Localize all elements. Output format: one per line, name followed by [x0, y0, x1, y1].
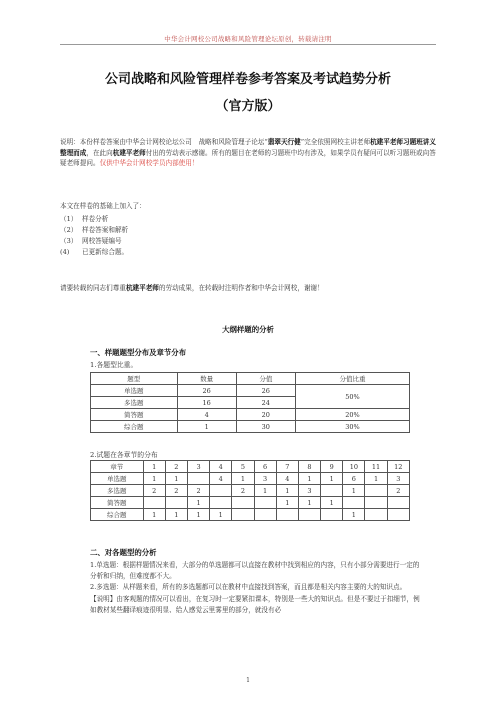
table-header-cell: 10	[343, 461, 365, 473]
reprint-teacher: 杭建平老师	[125, 284, 159, 292]
table-header-cell: 3	[187, 461, 209, 473]
table-cell: 26	[236, 385, 295, 397]
table-cell	[165, 497, 187, 509]
table-cell	[343, 497, 365, 509]
chapter-distribution-table	[90, 460, 410, 521]
table-cell: 2	[387, 485, 409, 497]
table-header-cell: 11	[365, 461, 387, 473]
teacher-credit: 杭建平老师习题班讲义整理而成	[60, 138, 436, 157]
added-list	[60, 214, 436, 258]
table-cell	[210, 497, 232, 509]
table-cell: 3	[387, 473, 409, 485]
table-cell: 简答题	[91, 409, 178, 421]
table-cell: 16	[177, 397, 236, 409]
table-header-cell: 分值	[236, 373, 295, 385]
internal-use-note: 仅供中华会计网校学员内部使用！	[99, 159, 199, 168]
table-cell: 6	[343, 473, 365, 485]
table-cell: 综合题	[91, 509, 144, 521]
list-item-number: (4)	[60, 248, 70, 256]
table-header-cell: 2	[165, 461, 187, 473]
table-cell: 1	[210, 509, 232, 521]
table-cell: 单选题	[91, 385, 178, 397]
added-title: 本文在样卷的基础上加入了：	[60, 202, 146, 210]
table-cell	[365, 485, 387, 497]
table-cell: 1	[321, 473, 343, 485]
list-item-text: 网校答疑编号	[82, 237, 122, 245]
list-item-number: （1）	[60, 215, 78, 223]
table-cell: 综合题	[91, 421, 178, 433]
intro-text-4: 付出的劳动表示感谢。所有的题目在老师的习题班中均有涉及，如果学员有疑问可以听习题班或向答疑老师提问。	[60, 148, 436, 168]
table-cell	[387, 497, 409, 509]
table-cell: 1	[187, 497, 209, 509]
table-cell	[387, 509, 409, 521]
table-header-row	[91, 461, 410, 473]
table-cell: 简答题	[91, 497, 144, 509]
table-cell	[210, 485, 232, 497]
table-cell: 1	[365, 473, 387, 485]
table-row	[91, 485, 410, 497]
table-cell: 1	[165, 473, 187, 485]
table-row	[91, 509, 410, 521]
table-cell	[254, 497, 276, 509]
list-item-number: （3）	[60, 237, 78, 245]
reprint-text-1: 请要转载的同志们尊重	[60, 284, 126, 292]
analysis-paragraph: 1.单选题：根据样题情况来看，大部分的单选题都可以直接在教材中找到相应的内容，只有小部分需要进行一定的分析和归纳，但难度都不大。	[90, 561, 420, 581]
table-cell: 1	[298, 497, 320, 509]
table-cell	[321, 485, 343, 497]
table-header-cell: 6	[254, 461, 276, 473]
table-cell: 单选题	[91, 473, 144, 485]
analysis-paragraph: 【说明】由客观题的情况可以看出，在复习时一定要紧扣课本，特别是一些大的知识点。但是不要过于扣细节，例如教材某些翻译痕迹很明显、给人感觉云里雾里的部分，就没有必	[90, 594, 420, 614]
heading-distribution: 一、样题题型分布及章节分布	[90, 348, 187, 357]
table-cell: 2	[165, 485, 187, 497]
table-header-cell: 分值比重	[295, 373, 409, 385]
table-cell: 50%	[295, 385, 409, 409]
table-cell: 20	[236, 409, 295, 421]
table-cell	[254, 509, 276, 521]
table-cell: 1	[343, 509, 365, 521]
table-cell: 1	[165, 509, 187, 521]
table-cell: 2	[187, 485, 209, 497]
table-row	[91, 409, 410, 421]
table-header-row	[91, 373, 410, 385]
table-header-cell: 5	[232, 461, 254, 473]
table-cell: 1	[143, 473, 165, 485]
page-subtitle: （官方版）	[215, 99, 281, 114]
table-cell	[365, 497, 387, 509]
table-cell: 24	[236, 397, 295, 409]
table-row	[91, 385, 410, 397]
table-header-cell: 4	[210, 461, 232, 473]
reprint-notice	[60, 283, 436, 294]
reprint-text-2: 的劳动成果，在转载时注明作者和中华会计网校，谢谢！	[158, 284, 324, 292]
table-cell	[232, 497, 254, 509]
table-cell: 1	[321, 497, 343, 509]
table-cell: 1	[177, 421, 236, 433]
table-cell: 4	[210, 473, 232, 485]
table-cell: 1	[143, 509, 165, 521]
table-cell: 30	[236, 421, 295, 433]
list-item	[60, 236, 436, 247]
table-cell: 1	[232, 473, 254, 485]
table-row	[91, 497, 410, 509]
page-number: 1	[246, 677, 250, 684]
table-cell: 1	[276, 485, 298, 497]
table-header-cell: 12	[387, 461, 409, 473]
table-row	[91, 421, 410, 433]
table-cell: 2	[143, 485, 165, 497]
list-item-number: （2）	[60, 226, 78, 234]
table-cell	[365, 509, 387, 521]
question-type-table	[90, 372, 410, 433]
page-title: 公司战略和风险管理样卷参考答案及考试趋势分析	[104, 72, 391, 87]
table-cell: 1	[276, 497, 298, 509]
table-header-cell: 7	[276, 461, 298, 473]
table-cell: 30%	[295, 421, 409, 433]
table-cell: 多选题	[91, 397, 178, 409]
intro-text-3: ，在此向	[86, 148, 113, 157]
teacher-name: 杭建平老师	[112, 148, 146, 157]
caption-chapter-distribution: 2.试题在各章节的分布	[90, 451, 158, 459]
table-cell	[321, 509, 343, 521]
list-item	[60, 247, 436, 258]
list-item-text: 已更新综合题。	[82, 248, 129, 256]
section-title: 大纲样题的分析	[222, 325, 274, 334]
table-cell: 4	[177, 409, 236, 421]
intro-text-2: ”完全依照网校主讲老师	[300, 138, 371, 146]
list-item	[60, 225, 436, 236]
table-cell	[276, 509, 298, 521]
analysis-body	[90, 560, 420, 616]
list-item-text: 样卷分析	[82, 215, 109, 223]
table-cell: 3	[298, 485, 320, 497]
intro-paragraph	[60, 137, 436, 169]
table-cell	[187, 473, 209, 485]
table-header-cell: 题型	[91, 373, 178, 385]
table-cell: 1	[254, 485, 276, 497]
table-cell: 1	[343, 485, 365, 497]
intro-text-1: 说明：本份样卷答案由中华会计网校论坛公司 战略和风险管理子论坛“	[60, 138, 268, 146]
table-cell: 2	[232, 485, 254, 497]
table-cell: 1	[298, 473, 320, 485]
table-header-cell: 章节	[91, 461, 144, 473]
list-item-text: 样卷答案和解析	[82, 226, 129, 234]
analysis-paragraph: 2.多选题：从样题来看，所有的多选题都可以在教材中直接找到答案，而且都是相关内容主要的大的知识点。	[90, 583, 407, 592]
table-cell	[143, 497, 165, 509]
forum-name: 翡翠天行健	[267, 138, 301, 146]
table-cell: 20%	[295, 409, 409, 421]
table-cell	[232, 509, 254, 521]
table-cell: 3	[254, 473, 276, 485]
heading-analysis: 二、对各题型的分析	[90, 548, 157, 557]
table-cell: 4	[276, 473, 298, 485]
caption-question-types: 1.各题型比重。	[90, 361, 138, 369]
table-header-cell: 9	[321, 461, 343, 473]
list-item	[60, 214, 436, 225]
table-cell: 多选题	[91, 485, 144, 497]
table-header-cell: 8	[298, 461, 320, 473]
table-row	[91, 473, 410, 485]
header-divider	[60, 44, 436, 45]
table-cell	[298, 509, 320, 521]
table-cell: 26	[177, 385, 236, 397]
table-cell: 1	[187, 509, 209, 521]
table-header-cell: 数量	[177, 373, 236, 385]
table-header-cell: 1	[143, 461, 165, 473]
header-note: 中华会计网校公司战略和风险管理论坛原创，转载请注明	[164, 35, 332, 43]
